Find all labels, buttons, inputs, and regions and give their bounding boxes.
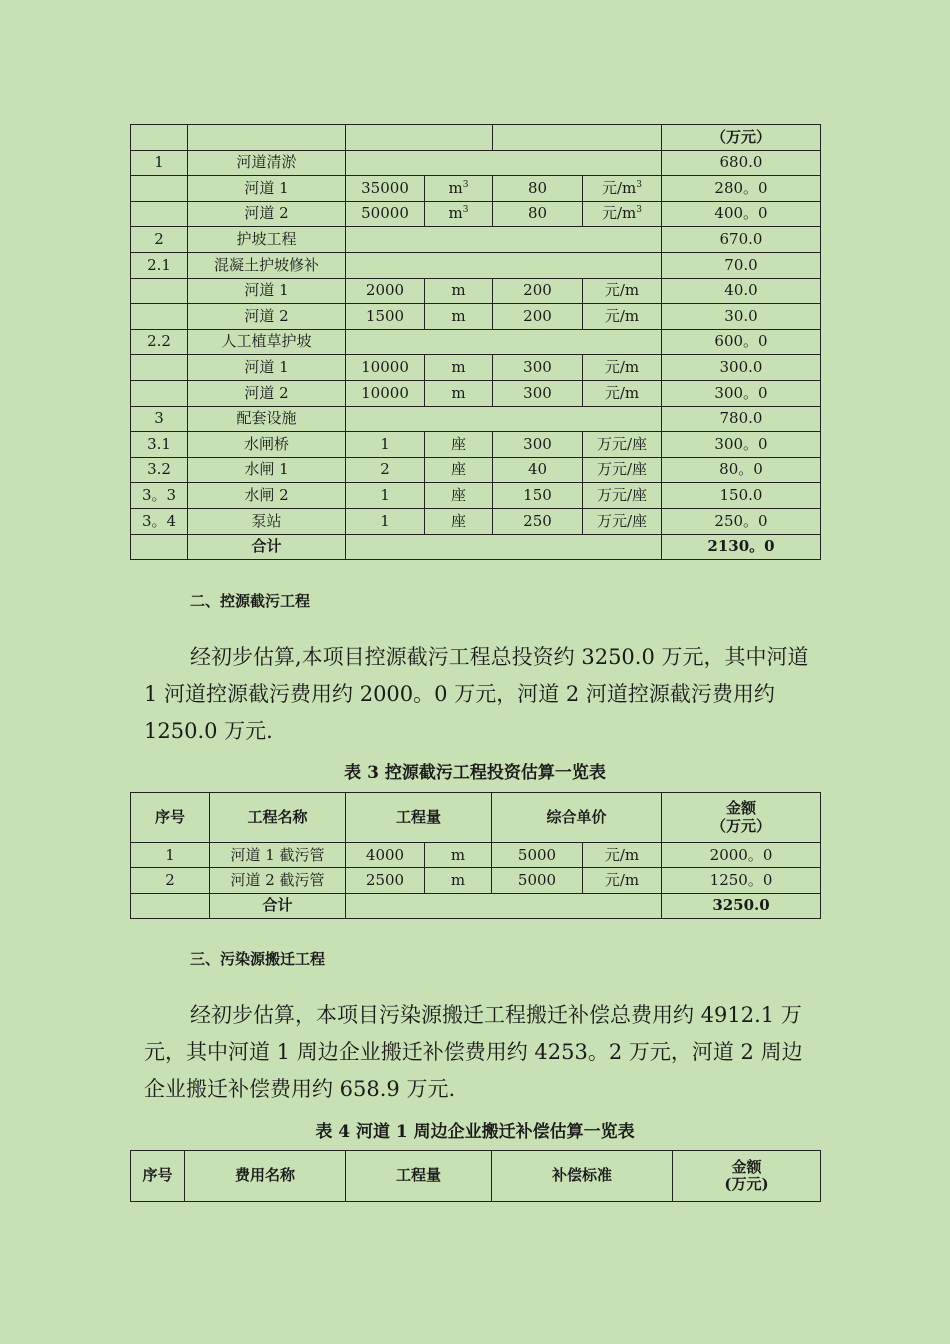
cell-price: 40 xyxy=(493,457,583,483)
table-row xyxy=(131,227,821,253)
cell-price: 250 xyxy=(493,508,583,534)
cell-qty: 10000 xyxy=(346,355,425,381)
cell-amount: 300。0 xyxy=(662,380,821,406)
cell-unit: m xyxy=(425,278,493,304)
cell-unit: 座 xyxy=(425,457,493,483)
total-label: 合计 xyxy=(210,893,346,918)
cell-qty: 35000 xyxy=(346,176,425,202)
table-row xyxy=(131,252,821,278)
cell-price-unit: 元/m xyxy=(583,355,662,381)
header-qty: 工程量 xyxy=(346,793,492,843)
table-row xyxy=(131,125,821,151)
cell-qty: 2000 xyxy=(346,278,425,304)
cell-no: 3.2 xyxy=(131,457,188,483)
section-title-pollution-control: 二、控源截污工程 xyxy=(190,592,311,610)
cell-name: 水闸桥 xyxy=(188,432,346,458)
table-row xyxy=(131,843,821,868)
cell-no: 2.1 xyxy=(131,252,188,278)
cell-qty: 2500 xyxy=(346,868,425,893)
cell-qty: 50000 xyxy=(346,201,425,227)
table-total-row xyxy=(131,893,821,918)
table-relocation-compensation xyxy=(130,1150,821,1202)
cell-price: 200 xyxy=(493,304,583,330)
table-pollution-control-estimate xyxy=(130,792,821,919)
cell-amount: 30.0 xyxy=(662,304,821,330)
cell-no: 3。3 xyxy=(131,483,188,509)
table-total-row xyxy=(131,534,821,560)
cell-price: 300 xyxy=(493,432,583,458)
cell-price: 150 xyxy=(493,483,583,509)
total-amount: 3250.0 xyxy=(662,893,821,918)
table-header-row xyxy=(131,793,821,843)
cell-unit: m xyxy=(425,843,492,868)
cell-no xyxy=(131,355,188,381)
cell-price: 200 xyxy=(493,278,583,304)
cell-amount: 300.0 xyxy=(662,355,821,381)
cell-name: 河道 2 xyxy=(188,380,346,406)
cell-amount: 2000。0 xyxy=(662,843,821,868)
cell-name: 水闸 2 xyxy=(188,483,346,509)
cell-unit: 座 xyxy=(425,508,493,534)
cell-no: 3 xyxy=(131,406,188,432)
section-title-relocation: 三、污染源搬迁工程 xyxy=(190,950,326,968)
table-row xyxy=(131,457,821,483)
cell-price-unit: 元/m xyxy=(583,843,662,868)
cell-price-unit: 元/m xyxy=(583,304,662,330)
cell-no xyxy=(131,176,188,202)
header-name: 费用名称 xyxy=(185,1151,346,1202)
cell-name: 护坡工程 xyxy=(188,227,346,253)
cell-amount: 40.0 xyxy=(662,278,821,304)
amount-unit-header: （万元） xyxy=(662,125,821,151)
cell-price-unit: 元$/m^3$ xyxy=(583,176,662,202)
cell-price-unit: 万元/座 xyxy=(583,483,662,509)
cell-qty: 2 xyxy=(346,457,425,483)
cell-price-unit: 元/m xyxy=(583,278,662,304)
table-row xyxy=(131,329,821,355)
table-row xyxy=(131,278,821,304)
cell-no xyxy=(131,278,188,304)
table-row xyxy=(131,201,821,227)
total-label: 合计 xyxy=(188,534,346,560)
table4-caption: 表 4 河道 1 周边企业搬迁补偿估算一览表 xyxy=(315,1122,635,1142)
table-row xyxy=(131,355,821,381)
cell-no: 2 xyxy=(131,227,188,253)
cell-no xyxy=(131,201,188,227)
cell-qty: 1 xyxy=(346,483,425,509)
cell-unit: m xyxy=(425,355,493,381)
cell-price-unit: 元/m xyxy=(583,868,662,893)
header-price: 综合单价 xyxy=(492,793,662,843)
cell-price-unit: 万元/座 xyxy=(583,457,662,483)
cell-amount: 780.0 xyxy=(662,406,821,432)
cell-name: 配套设施 xyxy=(188,406,346,432)
table-header-row xyxy=(131,1151,821,1202)
cell-price-unit: 万元/座 xyxy=(583,508,662,534)
cell-amount: 600。0 xyxy=(662,329,821,355)
cell-name: 河道 1 xyxy=(188,355,346,381)
cell-price: 5000 xyxy=(492,843,583,868)
cell-no xyxy=(131,304,188,330)
table-dredging-slope-facilities xyxy=(130,124,821,560)
header-name: 工程名称 xyxy=(210,793,346,843)
cell-price: 300 xyxy=(493,380,583,406)
table-row xyxy=(131,380,821,406)
cell-price: 80 xyxy=(493,201,583,227)
cell-qty: 1 xyxy=(346,432,425,458)
cell-price-unit: 元$/m^3$ xyxy=(583,201,662,227)
table-row xyxy=(131,150,821,176)
table-row xyxy=(131,406,821,432)
table-row xyxy=(131,304,821,330)
cell-no: 3。4 xyxy=(131,508,188,534)
header-no: 序号 xyxy=(131,793,210,843)
table-row xyxy=(131,176,821,202)
table-row xyxy=(131,508,821,534)
cell-price: 80 xyxy=(493,176,583,202)
cell-name: 水闸 1 xyxy=(188,457,346,483)
header-qty: 工程量 xyxy=(346,1151,492,1202)
cell-amount: 280。0 xyxy=(662,176,821,202)
paragraph-pollution-control: 经初步估算,本项目控源截污工程总投资约 3250.0 万元，其中河道 1 河道控源截污费用约 2000。0 万元，河道 2 河道控源截污费用约 1250.0 万元. xyxy=(144,645,809,743)
cell-amount: 80。0 xyxy=(662,457,821,483)
cell-unit: m xyxy=(425,304,493,330)
cell-amount: 300。0 xyxy=(662,432,821,458)
cell-unit: $m^3$ xyxy=(425,176,493,202)
cell-unit: m xyxy=(425,868,492,893)
cell-amount: 680.0 xyxy=(662,150,821,176)
header-no: 序号 xyxy=(131,1151,185,1202)
cell-amount: 1250。0 xyxy=(662,868,821,893)
header-amount: 金额 (万元) xyxy=(673,1151,821,1202)
cell-unit: m xyxy=(425,380,493,406)
cell-amount: 250。0 xyxy=(662,508,821,534)
cell-unit: 座 xyxy=(425,432,493,458)
total-amount: 2130。0 xyxy=(662,534,821,560)
cell-price: 300 xyxy=(493,355,583,381)
cell-price: 5000 xyxy=(492,868,583,893)
cell-no: 2.2 xyxy=(131,329,188,355)
cell-no: 1 xyxy=(131,843,210,868)
cell-name: 河道 1 截污管 xyxy=(210,843,346,868)
cell-name: 河道 2 xyxy=(188,201,346,227)
table3-caption: 表 3 控源截污工程投资估算一览表 xyxy=(344,763,606,783)
cell-no: 2 xyxy=(131,868,210,893)
cell-qty: 1 xyxy=(346,508,425,534)
cell-name: 河道 2 xyxy=(188,304,346,330)
cell-amount: 400。0 xyxy=(662,201,821,227)
cell-no xyxy=(131,380,188,406)
paragraph-relocation: 经初步估算，本项目污染源搬迁工程搬迁补偿总费用约 4912.1 万元，其中河道 1 周边企业搬迁补偿费用约 4253。2 万元，河道 2 周边企业搬迁补偿费用约 658.9 万元. xyxy=(144,1003,803,1101)
cell-name: 人工植草护坡 xyxy=(188,329,346,355)
header-standard: 补偿标准 xyxy=(492,1151,673,1202)
cell-price-unit: 元/m xyxy=(583,380,662,406)
cell-qty: 1500 xyxy=(346,304,425,330)
cell-qty: 4000 xyxy=(346,843,425,868)
cell-no: 1 xyxy=(131,150,188,176)
cell-amount: 670.0 xyxy=(662,227,821,253)
cell-amount: 150.0 xyxy=(662,483,821,509)
cell-name: 泵站 xyxy=(188,508,346,534)
cell-name: 河道 2 截污管 xyxy=(210,868,346,893)
table-row xyxy=(131,868,821,893)
cell-name: 河道 1 xyxy=(188,278,346,304)
cell-unit: $m^3$ xyxy=(425,201,493,227)
cell-name: 河道清淤 xyxy=(188,150,346,176)
header-amount: 金额 （万元） xyxy=(662,793,821,843)
cell-qty: 10000 xyxy=(346,380,425,406)
cell-price-unit: 万元/座 xyxy=(583,432,662,458)
cell-amount: 70.0 xyxy=(662,252,821,278)
cell-unit: 座 xyxy=(425,483,493,509)
table-row xyxy=(131,483,821,509)
table-row xyxy=(131,432,821,458)
cell-name: 河道 1 xyxy=(188,176,346,202)
cell-no: 3.1 xyxy=(131,432,188,458)
cell-name: 混凝土护坡修补 xyxy=(188,252,346,278)
